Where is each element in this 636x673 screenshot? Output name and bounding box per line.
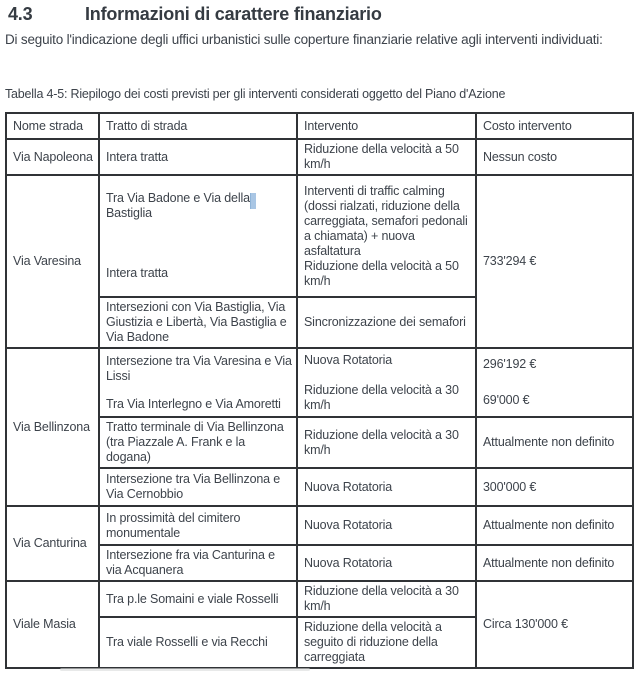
table-caption: Tabella 4-5: Riepilogo dei costi previsti per gli interventi considerati oggetto del Piano d'Azione: [5, 87, 506, 101]
tratto-text: Tra Via Interlegno e Via Amoretti: [106, 396, 281, 411]
cell-bellinzona-costo-d: Attualmente non definito: [476, 417, 633, 468]
tratto-text: Tra Via Badone e Via della Bastiglia: [106, 191, 250, 220]
table-row: [6, 468, 633, 506]
cell-canturina-tratto-b: Intersezione fra via Canturina e via Acquanera: [99, 545, 297, 581]
table-row: [6, 175, 633, 297]
header-tratto-di-strada: Tratto di strada: [99, 113, 297, 139]
costs-table: [5, 112, 634, 669]
cell-napoleona-costo: Nessun costo: [476, 139, 633, 175]
cell-canturina-strada: Via Canturina: [6, 506, 99, 581]
header-nome-strada: Nome strada: [6, 113, 99, 139]
cell-canturina-tratto-a: In prossimità del cimitero monumentale: [99, 506, 297, 545]
cell-bellinzona-intervento-d: Riduzione della velocità a 30 km/h: [297, 417, 476, 468]
header-intervento: Intervento: [297, 113, 476, 139]
table-row: [6, 545, 633, 581]
cell-bellinzona-tratto-e: Intersezione tra Via Bellinzona e Via Cernobbio: [99, 468, 297, 506]
table-row: [6, 506, 633, 545]
cell-masia-strada: Viale Masia: [6, 581, 99, 668]
tratto-text: Intersezione tra Via Varesina e Via Lissi: [106, 353, 292, 383]
cell-bellinzona-strada: Via Bellinzona: [6, 348, 99, 506]
cell-napoleona-strada: Via Napoleona: [6, 139, 99, 175]
intervento-text: Nuova Rotatoria: [304, 352, 393, 367]
table-header-row: [6, 113, 633, 139]
cell-varesina-intervento-a: [297, 175, 476, 297]
intervento-text: Riduzione della velocità a 50 km/h: [304, 258, 459, 288]
intervento-text: Interventi di traffic calming (dossi rialzati, riduzione della carreggiata, semafori pedonali a chiamata) + nuova asfaltatura: [304, 183, 468, 258]
cell-canturina-intervento-a: Nuova Rotatoria: [297, 506, 476, 545]
cell-napoleona-intervento: Riduzione della velocità a 50 km/h: [297, 139, 476, 175]
cell-bellinzona-tratto-c: [99, 348, 297, 417]
cell-masia-intervento-b: Riduzione della velocità a seguito di riduzione della carreggiata: [297, 617, 476, 668]
intervento-text: Riduzione della velocità a 30 km/h: [304, 382, 459, 412]
intro-paragraph: Di seguito l'indicazione degli uffici urbanistici sulle coperture finanziarie relative agli interventi individuati:: [5, 32, 603, 47]
cell-masia-intervento-a: Riduzione della velocità a 30 km/h: [297, 581, 476, 617]
text-cursor: [250, 193, 256, 209]
cell-varesina-intervento-b: Sincronizzazione dei semafori: [297, 297, 476, 348]
cell-canturina-costo-b: Attualmente non definito: [476, 545, 633, 581]
cell-varesina-costo: 733'294 €: [476, 175, 633, 348]
table-row: [6, 417, 633, 468]
cell-bellinzona-intervento-c: [297, 348, 476, 417]
cell-masia-tratto-b: Tra viale Rosselli e via Recchi: [99, 617, 297, 668]
table-row: [6, 348, 633, 417]
cell-varesina-tratto-a: [99, 175, 297, 297]
section-number: 4.3: [8, 4, 33, 24]
cell-masia-costo: Circa 130'000 €: [476, 581, 633, 668]
tratto-text: Intera tratta: [106, 266, 168, 280]
costo-text: 296'192 €: [483, 357, 537, 371]
cell-bellinzona-costo-c: [476, 348, 633, 417]
table-row: [6, 581, 633, 617]
cell-napoleona-tratto: Intera tratta: [99, 139, 297, 175]
cell-masia-tratto-a: Tra p.le Somaini e viale Rosselli: [99, 581, 297, 617]
section-heading: [8, 4, 628, 25]
cell-varesina-tratto-b: Intersezioni con Via Bastiglia, Via Giustizia e Libertà, Via Bastiglia e Via Badone: [99, 297, 297, 348]
table-row: [6, 139, 633, 175]
cell-canturina-intervento-b: Nuova Rotatoria: [297, 545, 476, 581]
costo-text: 69'000 €: [483, 393, 530, 407]
cell-bellinzona-intervento-e: Nuova Rotatoria: [297, 468, 476, 506]
section-title: Informazioni di carattere finanziario: [85, 4, 382, 24]
cell-varesina-strada: Via Varesina: [6, 175, 99, 348]
cell-bellinzona-tratto-d: Tratto terminale di Via Bellinzona (tra Piazzale A. Frank e la dogana): [99, 417, 297, 468]
cell-canturina-costo-a: Attualmente non definito: [476, 506, 633, 545]
scan-artifact: [60, 668, 310, 671]
cell-bellinzona-costo-e: 300'000 €: [476, 468, 633, 506]
header-costo-intervento: Costo intervento: [476, 113, 633, 139]
